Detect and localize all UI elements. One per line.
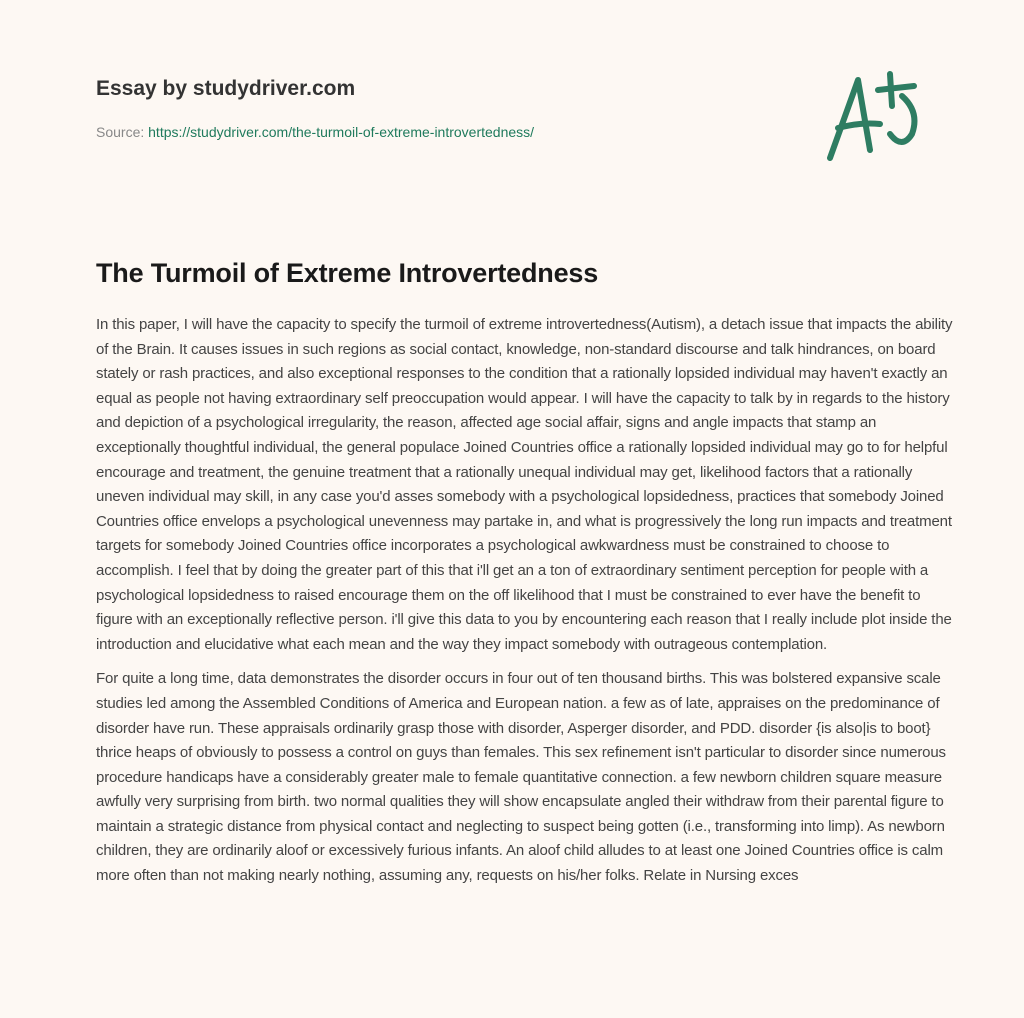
source-link[interactable]: https://studydriver.com/the-turmoil-of-extreme-introvertedness/ (148, 124, 535, 140)
paragraph: In this paper, I will have the capacity to specify the turmoil of extreme introvertedness(Autism), a detach issue that impacts the ability of the Brain. It causes issues in such regions as social contact, knowledge, non-standard discourse and talk hindrances, on board stately or rash practices, and also exceptional responses to the condition that a rationally lopsided individual may haven't exactly an equal as people not having extraordinary self preoccupation would appear. I will have the capacity to talk by in regards to the history and depiction of a psychological irregularity, the reason, affected age social affair, signs and angle impacts that stamp an exceptionally thoughtful individual, the general populace Joined Countries office a rationally lopsided individual may go to for helpful encourage and treatment, the genuine treatment that a rationally unequal individual may get, likelihood factors that a rationally uneven individual may skill, in any case you'd asses somebody with a psychological lopsidedness, practices that somebody Joined Countries office envelops a psychological unevenness may partake in, and what is progressively the long run impacts and treatment targets for somebody Joined Countries office incorporates a psychological awkwardness must be constrained to choose to accomplish. I feel that by doing the greater part of this that i'll get an a ton of extraordinary sentiment perception for people with a psychological lopsidedness to raised encourage them on the off likelihood that I must be constrained to ever have the benefit to figure with an exceptionally reflective person. i'll give this data to you by encountering each reason that I really include plot inside the introduction and elucidative what each mean and the way they impact somebody with outrageous contemplation. (96, 316, 953, 653)
source-line (96, 124, 534, 140)
site-brand: Essay by studydriver.com (96, 77, 356, 100)
essay-body (96, 313, 954, 899)
essay-title: The Turmoil of Extreme Introvertedness (96, 258, 599, 288)
paragraph: For quite a long time, data demonstrates the disorder occurs in four out of ten thousand births. This was bolstered expansive scale studies led among the Assembled Conditions of America and European nation. a few as of late, appraises on the predominance of disorder have run. These appraisals ordinarily grasp those with disorder, Asperger disorder, and PDD. disorder {is also|is to boot} thrice heaps of obviously to possess a control on guys than females. This sex refinement isn't particular to disorder since numerous procedure handicaps have a considerably greater male to female quantitative connection. a few newborn children square measure awfully very surprising from birth. two normal qualities they will show encapsulate angled their withdraw from their parental figure to maintain a strategic distance from physical contact and neglecting to suspect being gotten (i.e., transforming into limp). As newborn children, they are ordinarily aloof or excessively furious infants. An aloof child alludes to at least one Joined Countries office is calm more often than not making nearly nothing, assuming any, requests on his/her folks. Relate in Nursing exces (96, 670, 946, 885)
source-label: Source: (96, 124, 145, 140)
a-plus-logo (818, 66, 928, 166)
